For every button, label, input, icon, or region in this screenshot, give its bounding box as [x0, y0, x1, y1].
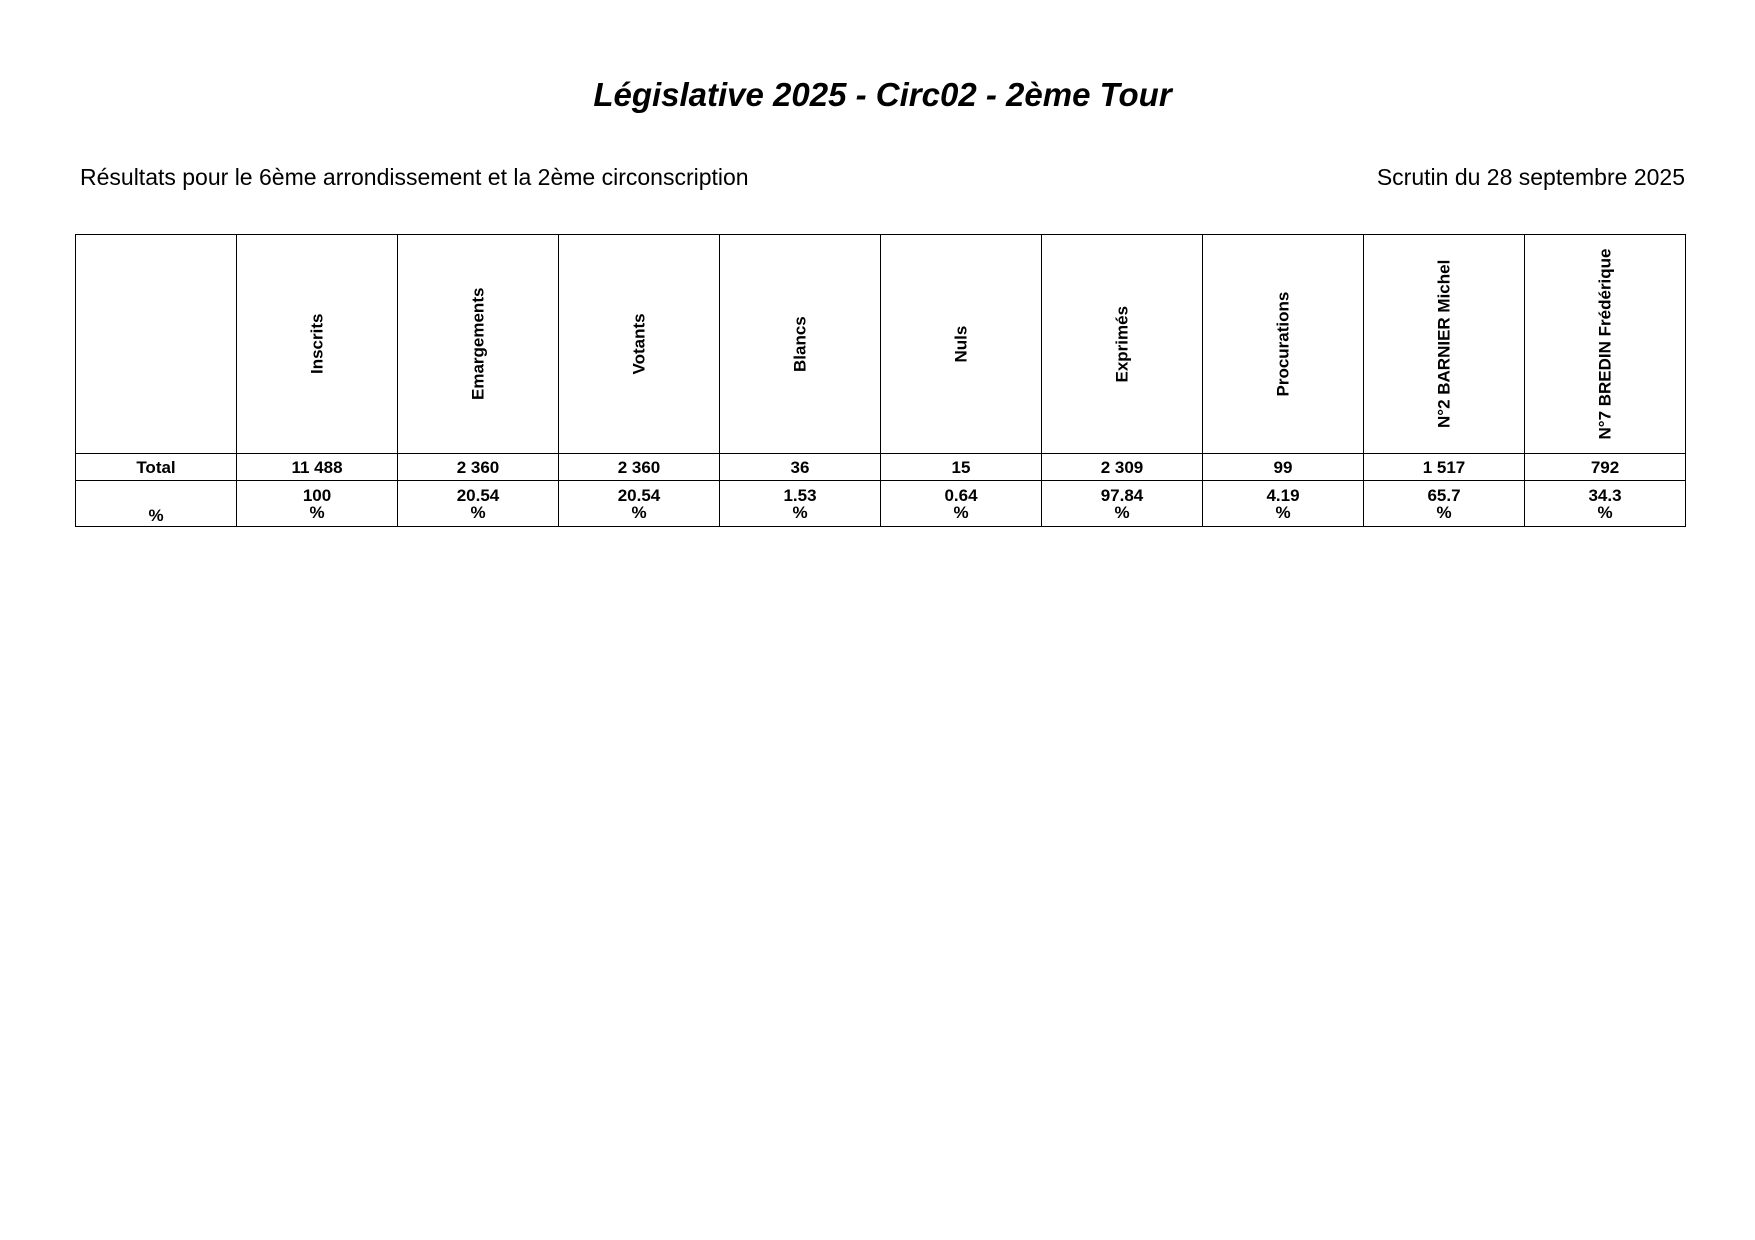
total-cell: 792: [1525, 454, 1686, 481]
percentage-unit: %: [1275, 502, 1291, 522]
header-label: Emargements: [468, 287, 488, 400]
percentage-label: %: [76, 481, 237, 527]
total-cell: 2 360: [559, 454, 720, 481]
percentage-cell: [720, 481, 881, 527]
total-cell: 15: [881, 454, 1042, 481]
percentage-cell: [398, 481, 559, 527]
header-label: Blancs: [790, 316, 810, 372]
percentage-unit: %: [1436, 502, 1452, 522]
header-label: Exprimés: [1112, 305, 1132, 383]
header-label: Nuls: [951, 325, 971, 363]
total-cell: 1 517: [1364, 454, 1525, 481]
percentage-cell: [237, 481, 398, 527]
percentage-value: 100: [302, 485, 332, 505]
total-cell: 36: [720, 454, 881, 481]
header-empty-cell: [76, 235, 237, 454]
header-emargements: [398, 235, 559, 454]
header-label: Votants: [629, 313, 649, 375]
header-row: [76, 235, 1686, 454]
percentage-value: 4.19: [1266, 485, 1300, 505]
header-label: Procurations: [1273, 291, 1293, 397]
percentage-unit: %: [631, 502, 647, 522]
percentage-value: 65.7: [1427, 485, 1461, 505]
header-exprimes: [1042, 235, 1203, 454]
percentage-value: 0.64: [944, 485, 978, 505]
percentage-cell: [1364, 481, 1525, 527]
percentage-value: 1.53: [783, 485, 817, 505]
percentage-unit: %: [309, 502, 325, 522]
header-candidate-bredin: [1525, 235, 1686, 454]
percentage-value: 20.54: [617, 485, 661, 505]
header-candidate-barnier: [1364, 235, 1525, 454]
percentage-unit: %: [953, 502, 969, 522]
percentage-cell: [881, 481, 1042, 527]
total-row: [76, 454, 1686, 481]
header-label: Inscrits: [307, 313, 327, 374]
header-votants: [559, 235, 720, 454]
election-date: Scrutin du 28 septembre 2025: [1376, 164, 1685, 190]
header-label: N°7 BREDIN Frédérique: [1595, 248, 1615, 440]
header-procurations: [1203, 235, 1364, 454]
total-cell: 2 360: [398, 454, 559, 481]
percentage-unit: %: [1114, 502, 1130, 522]
header-blancs: [720, 235, 881, 454]
percentage-cell: [1042, 481, 1203, 527]
total-cell: 2 309: [1042, 454, 1203, 481]
total-label: Total: [76, 454, 237, 481]
percentage-unit: %: [792, 502, 808, 522]
header-label: N°2 BARNIER Michel: [1434, 259, 1454, 428]
percentage-value: 34.3: [1588, 485, 1622, 505]
percentage-unit: %: [470, 502, 486, 522]
percentage-cell: [559, 481, 720, 527]
percentage-cell: [1203, 481, 1364, 527]
page-title: Législative 2025 - Circ02 - 2ème Tour: [593, 76, 1172, 113]
header-nuls: [881, 235, 1042, 454]
results-scope: Résultats pour le 6ème arrondissement et la 2ème circonscription: [80, 164, 749, 190]
results-table: [75, 234, 1686, 527]
percentage-cell: [1525, 481, 1686, 527]
total-cell: 11 488: [237, 454, 398, 481]
header-inscrits: [237, 235, 398, 454]
percentage-value: 20.54: [456, 485, 500, 505]
percentage-row: [76, 481, 1686, 527]
percentage-value: 97.84: [1100, 485, 1144, 505]
percentage-unit: %: [1597, 502, 1613, 522]
total-cell: 99: [1203, 454, 1364, 481]
